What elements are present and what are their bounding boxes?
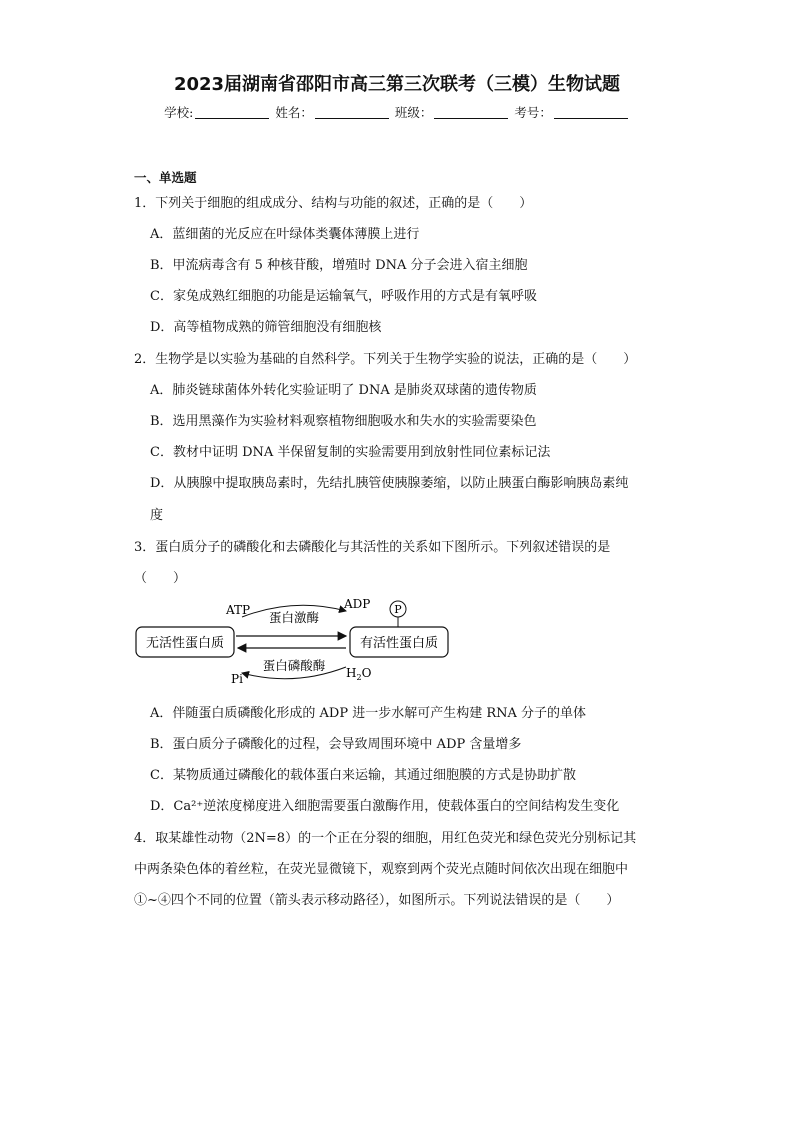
exam-no-blank[interactable] xyxy=(554,106,628,119)
question-3-stem-line1: 3．蛋白质分子的磷酸化和去磷酸化与其活性的关系如下图所示。下列叙述错误的是 xyxy=(134,540,611,555)
question-3-stem-line2: （ ） xyxy=(134,571,187,586)
phosphatase-label: 蛋白磷酸酶 xyxy=(262,658,326,673)
kinase-label: 蛋白激酶 xyxy=(268,610,320,625)
question-1-option-a: A．蓝细菌的光反应在叶绿体类囊体薄膜上进行 xyxy=(150,227,420,242)
inactive-protein-label: 无活性蛋白质 xyxy=(145,636,225,651)
question-4-line3: ①~④四个不同的位置（箭头表示移动路径），如图所示。下列说法错误的是（ ） xyxy=(134,893,620,908)
question-2-option-d-cont: 度 xyxy=(150,508,164,523)
active-protein-label: 有活性蛋白质 xyxy=(359,636,439,651)
question-2-option-d: D．从胰腺中提取胰岛素时，先结扎胰管使胰腺萎缩，以防止胰蛋白酶影响胰岛素纯 xyxy=(150,476,629,491)
student-info-line xyxy=(0,103,794,121)
phosphorylation-diagram xyxy=(134,595,464,690)
question-2-stem: 2．生物学是以实验为基础的自然科学。下列关于生物学实验的说法，正确的是（ ） xyxy=(134,352,637,367)
question-3-option-d: D．Ca²⁺逆浓度梯度进入细胞需要蛋白激酶作用，使载体蛋白的空间结构发生变化 xyxy=(150,799,620,814)
question-1-option-b: B．甲流病毒含有 5 种核苷酸，增殖时 DNA 分子会进入宿主细胞 xyxy=(150,258,528,273)
school-blank[interactable] xyxy=(195,106,269,119)
name-blank[interactable] xyxy=(315,106,389,119)
school-label: 学校: xyxy=(164,105,194,120)
page-title: 2023届湖南省邵阳市高三第三次联考（三模）生物试题 xyxy=(173,74,621,95)
question-2-option-a: A．肺炎链球菌体外转化实验证明了 DNA 是肺炎双球菌的遗传物质 xyxy=(150,383,537,398)
exam-no-label: 考号： xyxy=(514,105,552,120)
question-3-option-b: B．蛋白质分子磷酸化的过程，会导致周围环境中 ADP 含量增多 xyxy=(150,737,522,752)
h2o-label: $H_2O$ xyxy=(346,666,372,682)
question-4-line1: 4．取某雄性动物（2N=8）的一个正在分裂的细胞，用红色荧光和绿色荧光分别标记其 xyxy=(134,831,637,846)
question-2-option-c: C．教材中证明 DNA 半保留复制的实验需要用到放射性同位素标记法 xyxy=(150,445,551,460)
adp-label: ADP xyxy=(344,597,371,611)
question-2-option-b: B．选用黑藻作为实验材料观察植物细胞吸水和失水的实验需要染色 xyxy=(150,414,537,429)
question-3-option-a: A．伴随蛋白质磷酸化形成的 ADP 进一步水解可产生构建 RNA 分子的单体 xyxy=(150,706,587,721)
pi-label: Pi xyxy=(231,672,243,686)
class-label: 班级： xyxy=(394,105,433,120)
name-label: 姓名： xyxy=(275,105,313,120)
section-heading: 一、单选题 xyxy=(134,170,197,185)
question-4-line2: 中两条染色体的着丝粒，在荧光显微镜下，观察到两个荧光点随时间依次出现在细胞中 xyxy=(134,862,629,877)
question-1-stem: 1．下列关于细胞的组成成分、结构与功能的叙述，正确的是（ ） xyxy=(134,196,533,211)
phosphate-label: P xyxy=(394,603,402,616)
atp-label: ATP xyxy=(226,603,251,617)
class-blank[interactable] xyxy=(434,106,508,119)
question-1-option-c: C．家兔成熟红细胞的功能是运输氧气，呼吸作用的方式是有氧呼吸 xyxy=(150,289,537,304)
question-1-option-d: D．高等植物成熟的筛管细胞没有细胞核 xyxy=(150,320,382,335)
question-3-option-c: C．某物质通过磷酸化的载体蛋白来运输，其通过细胞膜的方式是协助扩散 xyxy=(150,768,576,783)
